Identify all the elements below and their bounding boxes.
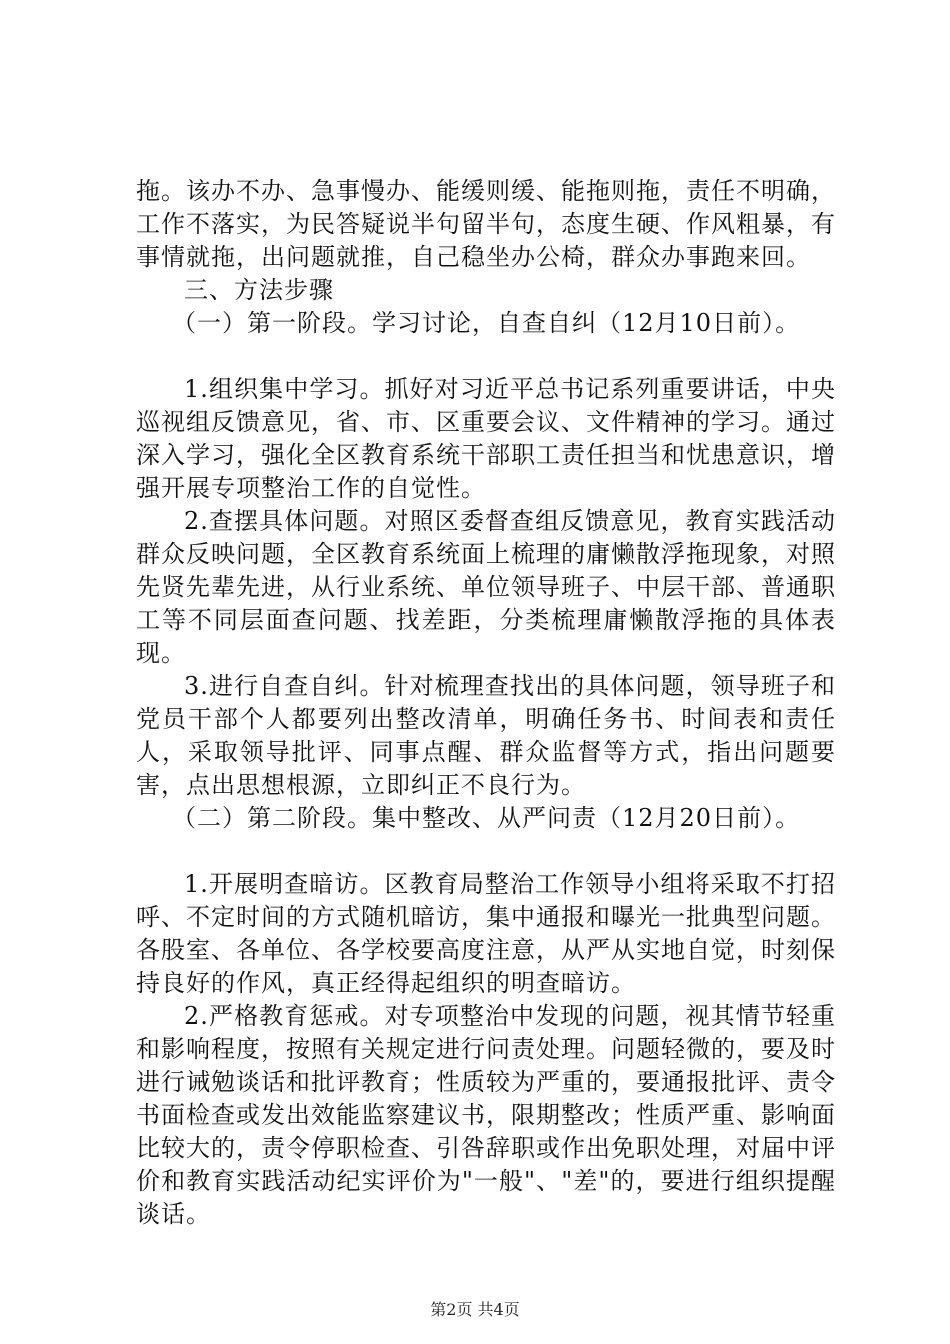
stage-heading-second: （二）第二阶段。集中整改、从严问责（12月20日前）。 — [172, 804, 801, 832]
paragraph-continuation: 拖。该办不办、急事慢办、能缓则缓、能拖则拖，责任不明确，工作不落实，为民答疑说半句留半句，态度生硬、作风粗暴，有事情就拖，出问题就推，自己稳坐办公椅，群众办事跑来回。 — [136, 177, 836, 271]
paragraph-identify-problems: 2.查摆具体问题。对照区委督查组反馈意见，教育实践活动群众反映问题，全区教育系统面上梳理的庸懒散浮拖现象，对照先贤先辈先进，从行业系统、单位领导班子、中层干部、普通职工等不同层面查问题、找差距，分类梳理庸懒散浮拖的具体表现。 — [136, 507, 836, 667]
paragraph-inspections: 1.开展明查暗访。区教育局整治工作领导小组将采取不打招呼、不定时间的方式随机暗访，集中通报和曝光一批典型问题。各股室、各单位、各学校要高度注意，从严从实地自觉，时刻保持良好的作风，真正经得起组织的明查暗访。 — [136, 870, 836, 997]
paragraph-discipline: 2.严格教育惩戒。对专项整治中发现的问题，视其情节轻重和影响程度，按照有关规定进行问责处理。问题轻微的，要及时进行诫勉谈话和批评教育；性质较为严重的，要通报批评、责令书面检查或发出效能监察建议书，限期整改；性质严重、影响面比较大的，责令停职检查、引咎辞职或作出免职处理，对届中评价和教育实践活动纪实评价为"一般"、"差"的，要进行组织提醒谈话。 — [136, 1002, 836, 1228]
page-footer: 第2页 共4页 — [430, 1300, 520, 1319]
paragraph-self-correction: 3.进行自查自纠。针对梳理查找出的具体问题，领导班子和党员干部个人都要列出整改清单，明确任务书、时间表和责任人，采取领导批评、同事点醒、群众监督等方式，指出问题要害，点出思想根源，立即纠正不良行为。 — [136, 672, 836, 799]
section-heading-methods: 三、方法步骤 — [184, 276, 334, 304]
stage-heading-first: （一）第一阶段。学习讨论，自查自纠（12月10日前）。 — [172, 309, 801, 337]
paragraph-organize-study: 1.组织集中学习。抓好对习近平总书记系列重要讲话，中央巡视组反馈意见，省、市、区重要会议、文件精神的学习。通过深入学习，强化全区教育系统干部职工责任担当和忧患意识，增强开展专项整治工作的自觉性。 — [136, 375, 836, 502]
document-body — [136, 175, 836, 1231]
